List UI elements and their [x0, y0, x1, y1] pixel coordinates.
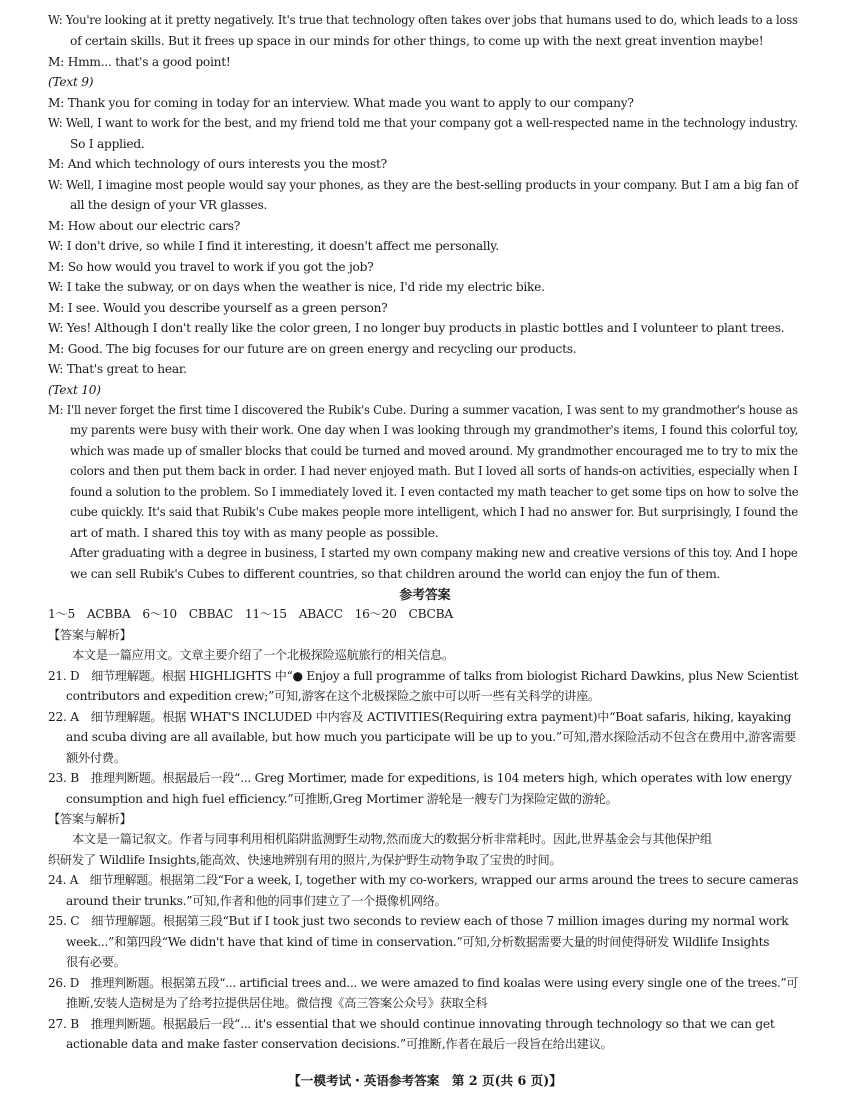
transcript-line: W: I take the subway, or on days when the weather is nice, I'd ride my electric bike.	[48, 280, 545, 294]
transcript-line: M: So how would you travel to work if you got the job?	[48, 260, 374, 274]
answer-section-title: 参考答案	[399, 588, 451, 603]
transcript-line: colors and then put them back in order. I had never enjoyed math. But I loved all sorts of hands-on activities, especially when I	[70, 464, 798, 478]
answer-line: 26. D 推理判断题。根据第五段“... artificial trees and... we were amazed to find koalas were using every single one of the trees.”可	[48, 976, 799, 990]
answer-line: 额外付费。	[66, 751, 126, 765]
transcript-line: found a solution to the problem. So I immediately loved it. I even contacted my math teacher to get some tips on how to solve the	[70, 485, 799, 499]
transcript-line: which was made up of smaller blocks that could be turned and moved around. My grandmother encouraged me to try to mix the	[70, 444, 798, 458]
answer-line: 27. B 推理判断题。根据最后一段“... it's essential that we should continue innovating through technology so that we can get	[48, 1017, 775, 1031]
answer-line: actionable data and make faster conservation decisions.”可推断,作者在最后一段旨在给出建议。	[66, 1037, 613, 1051]
transcript-line: M: Thank you for coming in today for an interview. What made you want to apply to our company?	[48, 96, 634, 110]
transcript-line: M: And which technology of ours interests you the most?	[48, 157, 387, 171]
answer-line: week...”和第四段“We didn't have that kind of time in conservation.”可知,分析数据需要大量的时间使得研发 Wildlife Insights	[66, 935, 770, 949]
transcript-line: (Text 9)	[48, 75, 94, 89]
transcript-line: M: How about our electric cars?	[48, 219, 241, 233]
answer-line: 很有必要。	[66, 955, 126, 969]
answer-line: consumption and high fuel efficiency.”可推断,Greg Mortimer 游轮是一艘专门为探险定做的游轮。	[66, 792, 618, 806]
transcript-line: all the design of your VR glasses.	[70, 198, 268, 212]
answer-line: contributors and expedition crew;”可知,游客在这个北极探险之旅中可以听一些有关科学的讲座。	[66, 689, 600, 703]
answer-line: around their trunks.”可知,作者和他的同事们建立了一个摄像机网络。	[66, 894, 447, 908]
answer-line: 织研发了 Wildlife Insights,能高效、快速地辨别有用的照片,为保护野生动物争取了宝贵的时间。	[48, 853, 562, 867]
transcript-line: of certain skills. But it frees up space in our minds for other things, to come up with the next great invention maybe!	[70, 34, 764, 48]
answer-line: 本文是一篇记叙文。作者与同事利用相机陷阱监测野生动物,然而庞大的数据分析非常耗时。因此,世界基金会与其他保护组	[72, 832, 712, 846]
answer-line: 25. C 细节理解题。根据第三段“But if I took just two seconds to review each of those 7 million images during my normal work	[48, 914, 789, 928]
answer-line: 本文是一篇应用文。文章主要介绍了一个北极探险巡航旅行的相关信息。	[72, 648, 454, 662]
answer-line: 推断,安装人造树是为了给考拉提供居住地。微信搜《高三答案公众号》获取全科	[66, 996, 488, 1010]
answer-line: 21. D 细节理解题。根据 HIGHLIGHTS 中“● Enjoy a full programme of talks from biologist Richard Dawkins, plus New Scientist	[48, 669, 799, 683]
transcript-line: W: Well, I want to work for the best, and my friend told me that your company got a well-respected name in the technology industry.	[48, 116, 798, 130]
transcript-line: W: Yes! Although I don't really like the color green, I no longer buy products in plastic bottles and I volunteer to plant trees.	[48, 321, 785, 335]
transcript-line: W: I don't drive, so while I find it interesting, it doesn't affect me personally.	[48, 239, 499, 253]
transcript-line: W: You're looking at it pretty negatively. It's true that technology often takes over jobs that humans used to do, which leads to a loss	[48, 13, 798, 27]
transcript-line: M: I see. Would you describe yourself as a green person?	[48, 301, 388, 315]
transcript-line: art of math. I shared this toy with as many people as possible.	[70, 526, 439, 540]
answer-line: 【答案与解析】	[48, 812, 132, 826]
answer-line: 1～5 ACBBA 6～10 CBBAC 11～15 ABACC 16～20 CBCBA	[48, 607, 453, 621]
transcript-line: M: I'll never forget the first time I discovered the Rubik's Cube. During a summer vacation, I was sent to my grandmother's house as	[48, 403, 798, 417]
transcript-line: M: Hmm... that's a good point!	[48, 55, 231, 69]
transcript-line: my parents were busy with their work. One day when I was looking through my grandmother's items, I found this colorful toy,	[70, 423, 799, 437]
transcript-line: M: Good. The big focuses for our future are on green energy and recycling our products.	[48, 342, 577, 356]
transcript-line: W: That's great to hear.	[48, 362, 187, 376]
answer-line: 22. A 细节理解题。根据 WHAT'S INCLUDED 中内容及 ACTIVITIES(Requiring extra payment)中“Boat safaris, hiking, kayaking	[48, 710, 792, 724]
transcript-line: After graduating with a degree in business, I started my own company making new and creative versions of this toy. And I hope	[70, 546, 798, 560]
answer-line: 23. B 推理判断题。根据最后一段“... Greg Mortimer, made for expeditions, is 104 meters high, which operates with low energy	[48, 771, 792, 785]
answer-line: 24. A 细节理解题。根据第二段“For a week, I, together with my co-workers, wrapped our arms around the trees to secure cameras	[48, 873, 799, 887]
answer-line: 【答案与解析】	[48, 628, 132, 642]
transcript-line: So I applied.	[70, 137, 145, 151]
transcript-line: we can sell Rubik's Cubes to different countries, so that children around the world can enjoy the fun of them.	[70, 567, 721, 581]
page-footer: 【一模考试・英语参考答案 第 2 页(共 6 页)】	[288, 1073, 562, 1088]
answer-line: and scuba diving are all available, but how much you participate will be up to you.”可知,潜水探险活动不包含在费用中,游客需要	[66, 730, 796, 744]
transcript-line: W: Well, I imagine most people would say your phones, as they are the best-selling products in your company. But I am a big fan of	[48, 178, 799, 192]
transcript-line: cube quickly. It's said that Rubik's Cube makes people more intelligent, which I had no answer for. But surprisingly, I found the	[70, 505, 798, 519]
transcript-line: (Text 10)	[48, 383, 101, 397]
